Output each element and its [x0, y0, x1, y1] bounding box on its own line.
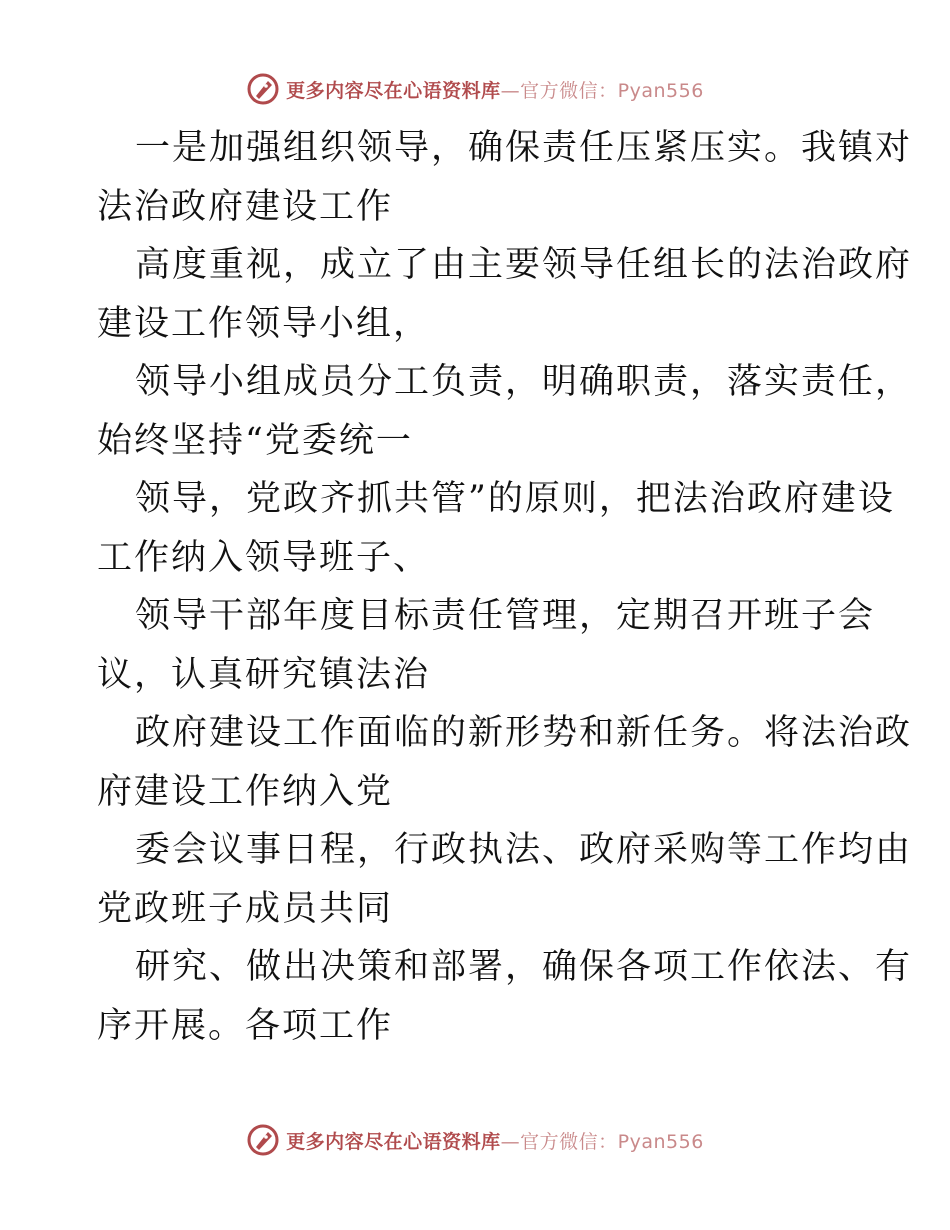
- paragraph-line: 研究、做出决策和部署，确保各项工作依法、有: [135, 947, 913, 987]
- paragraph-line: 议，认真研究镇法治: [97, 654, 431, 695]
- footer-banner-text: 更多内容尽在心语资料库—官方微信：Pyan556: [286, 1130, 704, 1153]
- header-banner-text: 更多内容尽在心语资料库—官方微信：Pyan556: [286, 79, 704, 102]
- paragraph-line: 工作纳入领导班子、: [97, 537, 431, 578]
- paragraph-line: 委会议事日程，行政执法、政府采购等工作均由: [135, 830, 913, 870]
- pen-nib-icon: [246, 1123, 280, 1157]
- paragraph-line: 高度重视，成立了由主要领导任组长的法治政府: [135, 245, 913, 285]
- paragraph-line: 领导，党政齐抓共管”的原则，把法治政府建设: [135, 479, 895, 519]
- paragraph-line: 序开展。各项工作: [97, 1005, 394, 1046]
- paragraph-line: 建设工作领导小组，: [97, 303, 431, 344]
- paragraph-line: 府建设工作纳入党: [97, 771, 394, 812]
- pen-nib-icon: [246, 72, 280, 106]
- paragraph-line: 一是加强组织领导，确保责任压紧压实。我镇对: [135, 128, 913, 168]
- footer-banner: [0, 1123, 950, 1157]
- header-banner: [0, 72, 950, 106]
- paragraph-line: 领导干部年度目标责任管理，定期召开班子会: [135, 596, 876, 636]
- paragraph-line: 党政班子成员共同: [97, 888, 394, 929]
- paragraph-line: 领导小组成员分工负责，明确职责，落实责任，: [135, 362, 913, 402]
- document-body: [97, 119, 913, 1055]
- paragraph-line: 始终坚持“党委统一: [97, 420, 413, 461]
- paragraph-line: 政府建设工作面临的新形势和新任务。将法治政: [135, 713, 913, 753]
- paragraph-line: 法治政府建设工作: [97, 186, 394, 227]
